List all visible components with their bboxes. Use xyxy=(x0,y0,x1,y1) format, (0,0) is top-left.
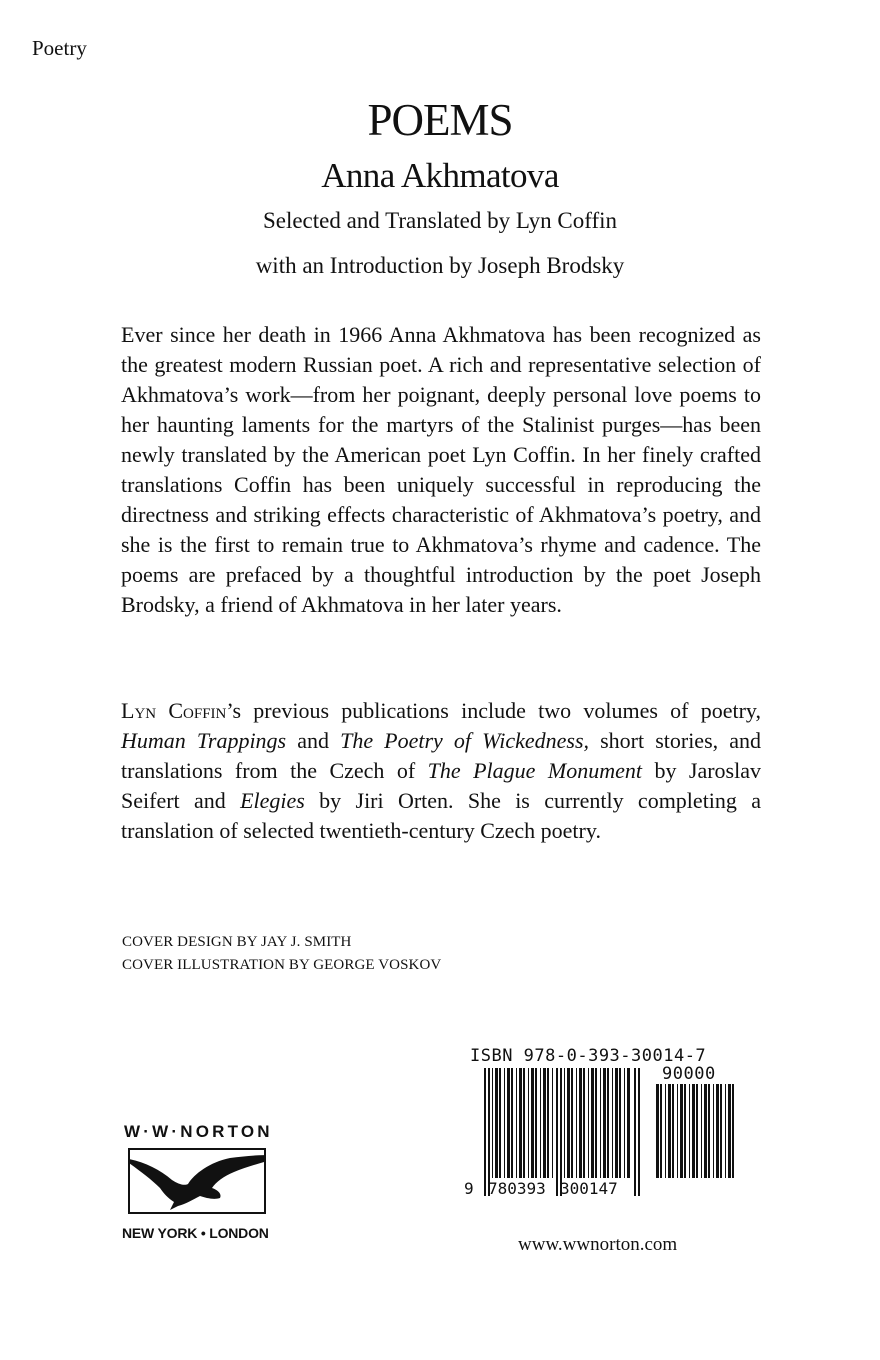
barcode-bar xyxy=(656,1084,659,1178)
barcode-icon xyxy=(464,1064,744,1204)
seagull-logo-icon xyxy=(128,1148,266,1214)
ean-digits-left: 780393 xyxy=(488,1179,546,1198)
barcode-bar xyxy=(495,1068,498,1178)
bio-text-1: ’s previous publications include two volumes of poetry, xyxy=(226,698,761,723)
barcode-bar xyxy=(708,1084,710,1178)
barcode-bar xyxy=(677,1084,678,1178)
barcode-bar xyxy=(615,1068,618,1178)
bio-name: Lyn Coffin xyxy=(121,698,227,723)
barcode-bar xyxy=(624,1068,625,1178)
barcode-bar xyxy=(672,1084,674,1178)
barcode-bar xyxy=(619,1068,621,1178)
barcode-bar xyxy=(660,1084,662,1178)
barcode-bar xyxy=(507,1068,510,1178)
barcode-bar xyxy=(600,1068,601,1178)
bio-text-3: short stories, and translations from the Czech of xyxy=(121,728,761,783)
barcode-bar xyxy=(720,1084,722,1178)
cover-design-credit: COVER DESIGN BY JAY J. SMITH xyxy=(122,934,352,950)
barcode-bar xyxy=(665,1084,666,1178)
barcode-guard xyxy=(560,1068,562,1196)
barcode-bar xyxy=(704,1084,707,1178)
publisher-name: W·W·NORTON xyxy=(124,1122,273,1141)
barcode-bar xyxy=(627,1068,630,1178)
cover-illustration-credit: COVER ILLUSTRATION BY GEORGE VOSKOV xyxy=(122,957,442,973)
barcode-bars xyxy=(484,1068,734,1196)
barcode-guard xyxy=(638,1068,640,1196)
barcode-bar xyxy=(591,1068,594,1178)
barcode-bar xyxy=(583,1068,585,1178)
barcode-bar xyxy=(696,1084,698,1178)
barcode-bar xyxy=(523,1068,525,1178)
barcode-bar xyxy=(595,1068,597,1178)
barcode-bar xyxy=(547,1068,549,1178)
barcode-bar xyxy=(668,1084,671,1178)
barcode-bar xyxy=(692,1084,695,1178)
book-author: Anna Akhmatova xyxy=(321,156,559,195)
barcode-bar xyxy=(531,1068,534,1178)
barcode-bar xyxy=(552,1068,553,1178)
barcode-bar xyxy=(511,1068,513,1178)
barcode-bar xyxy=(713,1084,714,1178)
introduction-line: with an Introduction by Joseph Brodsky xyxy=(255,253,625,278)
barcode-bar xyxy=(499,1068,501,1178)
barcode-bar xyxy=(528,1068,529,1178)
bio-work-4: Elegies xyxy=(240,788,305,813)
barcode-bar xyxy=(680,1084,683,1178)
bio-text-4: by Jaroslav Seifert and xyxy=(121,758,761,813)
barcode-bar xyxy=(603,1068,606,1178)
ean-digits-right: 300147 xyxy=(560,1179,618,1198)
barcode-bar xyxy=(540,1068,541,1178)
publisher-cities: NEW YORK • LONDON xyxy=(122,1225,269,1241)
bio-text-5: by Jiri Orten. She is currently completing a translation of selected twentieth-century Czech poetry. xyxy=(121,788,762,843)
barcode-bar xyxy=(716,1084,719,1178)
barcode-guard xyxy=(488,1068,490,1196)
translator-line: Selected and Translated by Lyn Coffin xyxy=(262,208,618,233)
barcode-bar xyxy=(576,1068,577,1178)
barcode-bar xyxy=(492,1068,493,1178)
barcode-bar xyxy=(612,1068,613,1178)
cover-credits xyxy=(122,931,441,977)
isbn-number: ISBN 978-0-393-30014-7 xyxy=(470,1046,707,1066)
category-label: Poetry xyxy=(32,36,87,60)
barcode-bar xyxy=(567,1068,570,1178)
barcode-bar xyxy=(689,1084,690,1178)
barcode-bar xyxy=(519,1068,522,1178)
barcode-bar xyxy=(725,1084,726,1178)
publisher-website: www.wwnorton.com xyxy=(518,1234,678,1255)
book-title: POEMS xyxy=(367,95,513,145)
barcode-bar xyxy=(701,1084,702,1178)
barcode-guard xyxy=(484,1068,486,1196)
barcode-bar xyxy=(535,1068,537,1178)
barcode-bar xyxy=(728,1084,731,1178)
book-description: Ever since her death in 1966 Anna Akhmatova has been recognized as the greatest modern Russian poet. A rich and representative selection of Akhmatova’s work—from her poignant, deeply personal love poems to her haunting laments for the martyrs of the Stalinist purges—has been newly translated by the American poet Lyn Coffin. In her finely crafted translations Coffin has been uniquely successful in reproducing the directness and striking effects characteristic of Akhmatova’s poetry, and she is the first to remain true to Akhmatova’s rhyme and cadence. The poems are prefaced by a thoughtful introduction by the poet Joseph Brodsky, a friend of Akhmatova in her later years. xyxy=(121,322,761,617)
ean-digit-first: 9 xyxy=(464,1179,474,1198)
barcode-guard xyxy=(556,1068,558,1196)
barcode-bar xyxy=(564,1068,565,1178)
barcode-guard xyxy=(634,1068,636,1196)
barcode-bar xyxy=(579,1068,582,1178)
price-code: 90000 xyxy=(662,1064,716,1084)
barcode-bar xyxy=(607,1068,609,1178)
barcode-bar xyxy=(504,1068,505,1178)
bio-work-3: The Plague Monument xyxy=(427,758,642,783)
bio-work-1: Human Trappings xyxy=(121,728,287,753)
barcode-bar xyxy=(588,1068,589,1178)
barcode-bar xyxy=(732,1084,734,1178)
barcode-bar xyxy=(571,1068,573,1178)
bio-text-2: and xyxy=(286,728,341,753)
translator-bio xyxy=(121,696,761,846)
barcode-bar xyxy=(684,1084,686,1178)
barcode-bar xyxy=(516,1068,517,1178)
bio-work-2: The Poetry of Wickedness, xyxy=(340,728,590,753)
barcode-bar xyxy=(543,1068,546,1178)
